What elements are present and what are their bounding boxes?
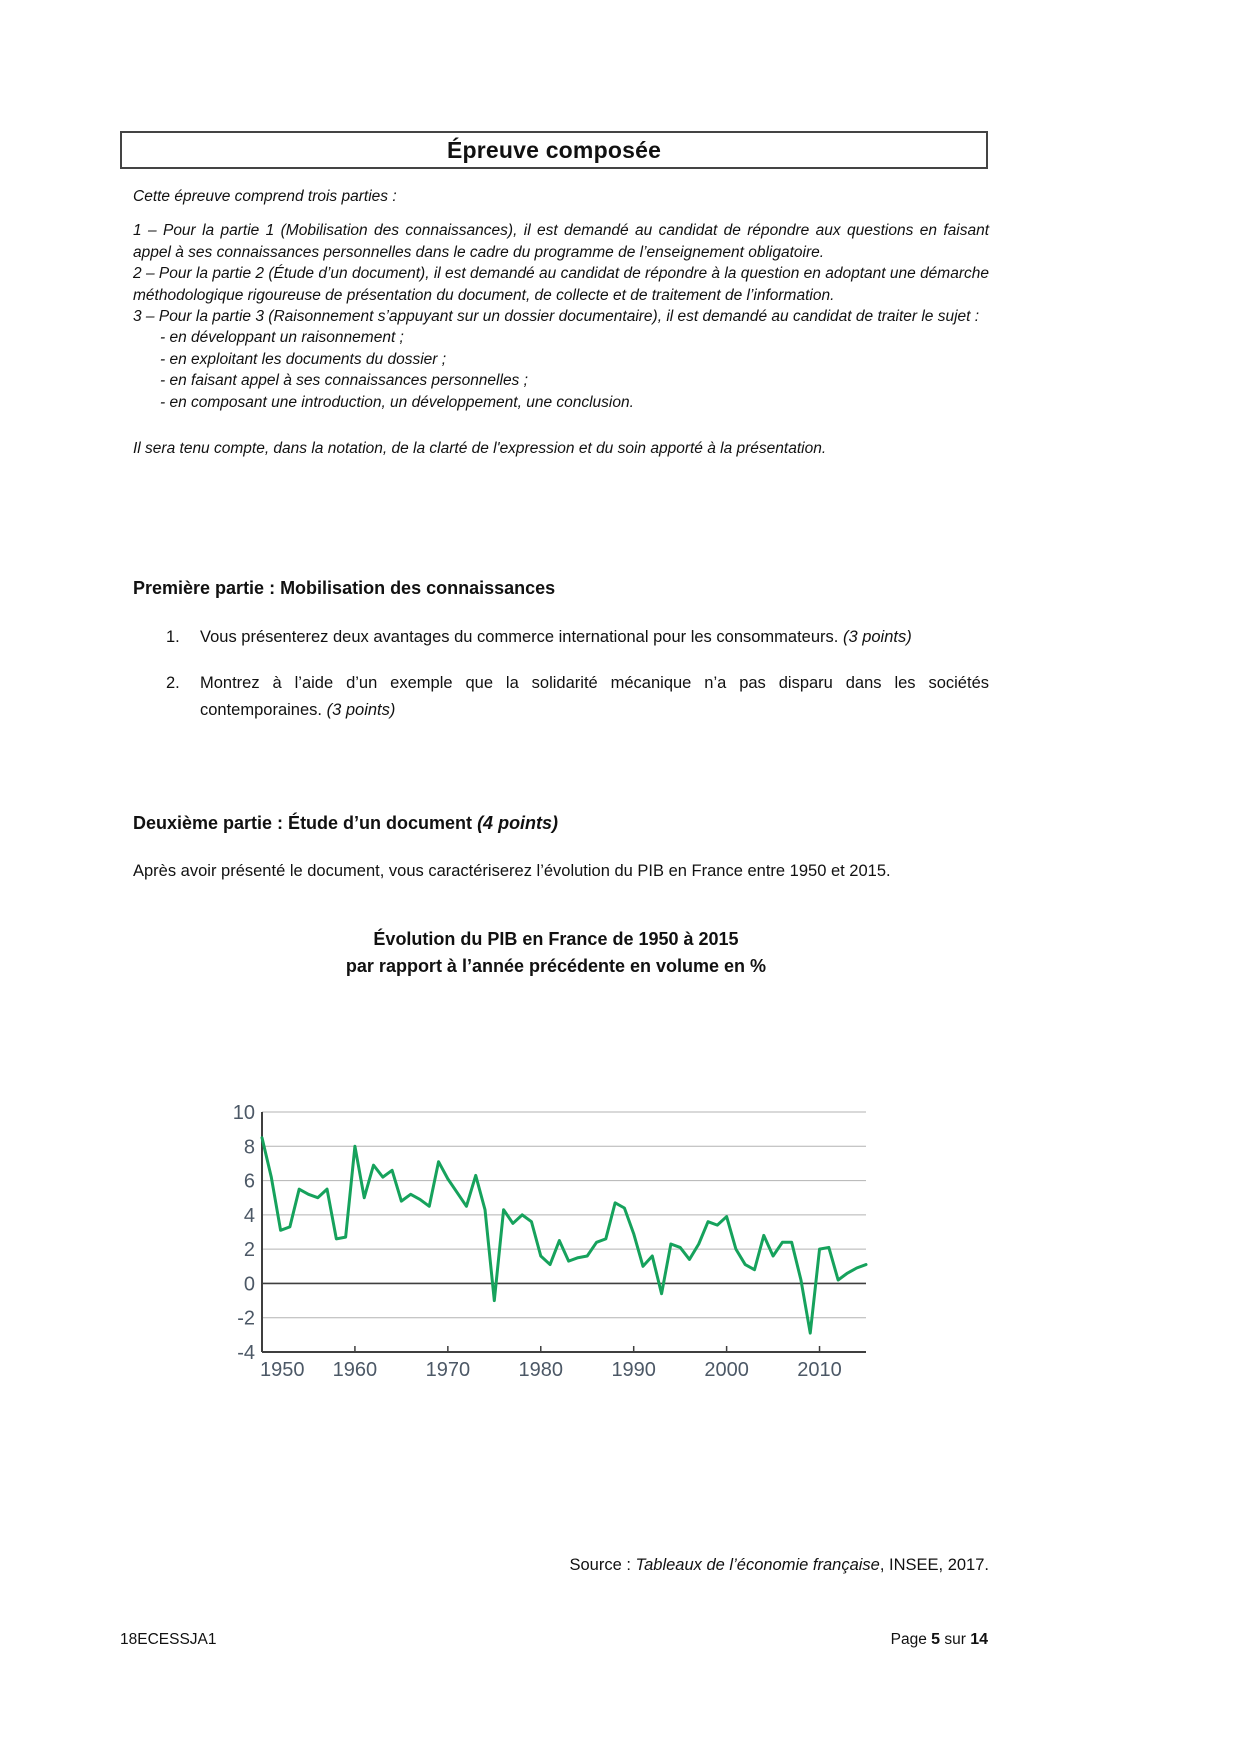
question-points: (3 points) (842, 628, 912, 646)
intro-lead: Cette épreuve comprend trois parties : (133, 188, 397, 205)
question-text: Montrez à l’aide d’un exemple que la solidarité mécanique n’a pas disparu dans les sociétés contemporaines. (3 points) (200, 674, 989, 719)
source-suffix: , INSEE, 2017. (879, 1556, 989, 1574)
svg-text:2: 2 (243, 1239, 255, 1262)
dash-item: - en faisant appel à ses connaissances personnelles ; (160, 372, 528, 390)
source-title: Tableaux de l’économie française (635, 1556, 880, 1574)
question-number: 2. (166, 674, 180, 692)
gdp-line-chart (226, 1098, 886, 1398)
footer-page-total: 14 (970, 1631, 988, 1648)
question-text: Vous présenterez deux avantages du commerce international pour les consommateurs. (3 points) (200, 628, 912, 646)
chart-title-line2: par rapport à l’année précédente en volume en % (345, 956, 767, 976)
question-item (133, 670, 989, 724)
question-item (133, 624, 989, 651)
svg-text:4: 4 (243, 1204, 255, 1227)
svg-text:-4: -4 (237, 1342, 255, 1364)
question-number: 1. (166, 628, 180, 646)
chart-source (133, 1556, 989, 1575)
dash-item: - en composant une introduction, un développement, une conclusion. (160, 393, 634, 411)
gdp-line-chart-svg (226, 1098, 886, 1398)
svg-text:1990: 1990 (611, 1359, 656, 1381)
svg-text:1960: 1960 (332, 1359, 378, 1381)
chart-title (226, 926, 886, 980)
footer-page-indicator: Page 5 sur 14 (890, 1631, 988, 1648)
svg-text:10: 10 (232, 1102, 255, 1124)
footer-code: 18ECESSJA1 (120, 1631, 217, 1648)
page-title: Épreuve composée (446, 136, 662, 163)
svg-text:8: 8 (243, 1136, 255, 1159)
svg-text:2000: 2000 (704, 1359, 749, 1381)
part2-heading: Deuxième partie : Étude d’un document (4 points) (133, 813, 559, 833)
part1-questions (133, 624, 989, 724)
source-prefix: Source : (569, 1556, 636, 1574)
dash-item: - en développant un raisonnement ; (160, 329, 404, 347)
intro-paragraph-1: 1 – Pour la partie 1 (Mobilisation des connaissances), il est demandé au candidat de répondre aux questions en faisant appel à ses connaissances personnelles dans le cadre du programme de l’enseignement obligatoire. (133, 222, 989, 261)
svg-text:-2: -2 (237, 1307, 255, 1330)
svg-text:1970: 1970 (425, 1359, 471, 1381)
intro-paragraph-2: 2 – Pour la partie 2 (Étude d’un document), il est demandé au candidat de répondre à la question en adoptant une démarche méthodologique rigoureuse de présentation du document, de collecte et de traitement de l’information. (133, 265, 989, 304)
part2-instruction: Après avoir présenté le document, vous caractériserez l’évolution du PIB en France entre 1950 et 2015. (133, 862, 891, 880)
chart-title-line1: Évolution du PIB en France de 1950 à 2015 (373, 929, 739, 949)
intro-note: Il sera tenu compte, dans la notation, de la clarté de l'expression et du soin apporté à la présentation. (133, 440, 827, 458)
part2-heading-points: (4 points) (477, 813, 559, 833)
svg-text:1980: 1980 (518, 1359, 564, 1381)
svg-text:2010: 2010 (797, 1359, 842, 1381)
svg-text:6: 6 (243, 1170, 255, 1193)
intro-paragraph-3: 3 – Pour la partie 3 (Raisonnement s’appuyant sur un dossier documentaire), il est demandé au candidat de traiter le sujet : (133, 308, 980, 326)
page-footer (120, 1631, 988, 1649)
dash-item: - en exploitant les documents du dossier ; (160, 350, 447, 368)
exam-instructions (133, 186, 989, 459)
svg-text:1950: 1950 (260, 1359, 305, 1381)
exam-title-box (120, 131, 988, 169)
svg-text:0: 0 (243, 1273, 255, 1296)
part1-heading: Première partie : Mobilisation des connaissances (133, 578, 556, 598)
intro-dash-list (133, 327, 989, 413)
question-points: (3 points) (326, 701, 396, 719)
footer-page-number: 5 (931, 1631, 941, 1648)
